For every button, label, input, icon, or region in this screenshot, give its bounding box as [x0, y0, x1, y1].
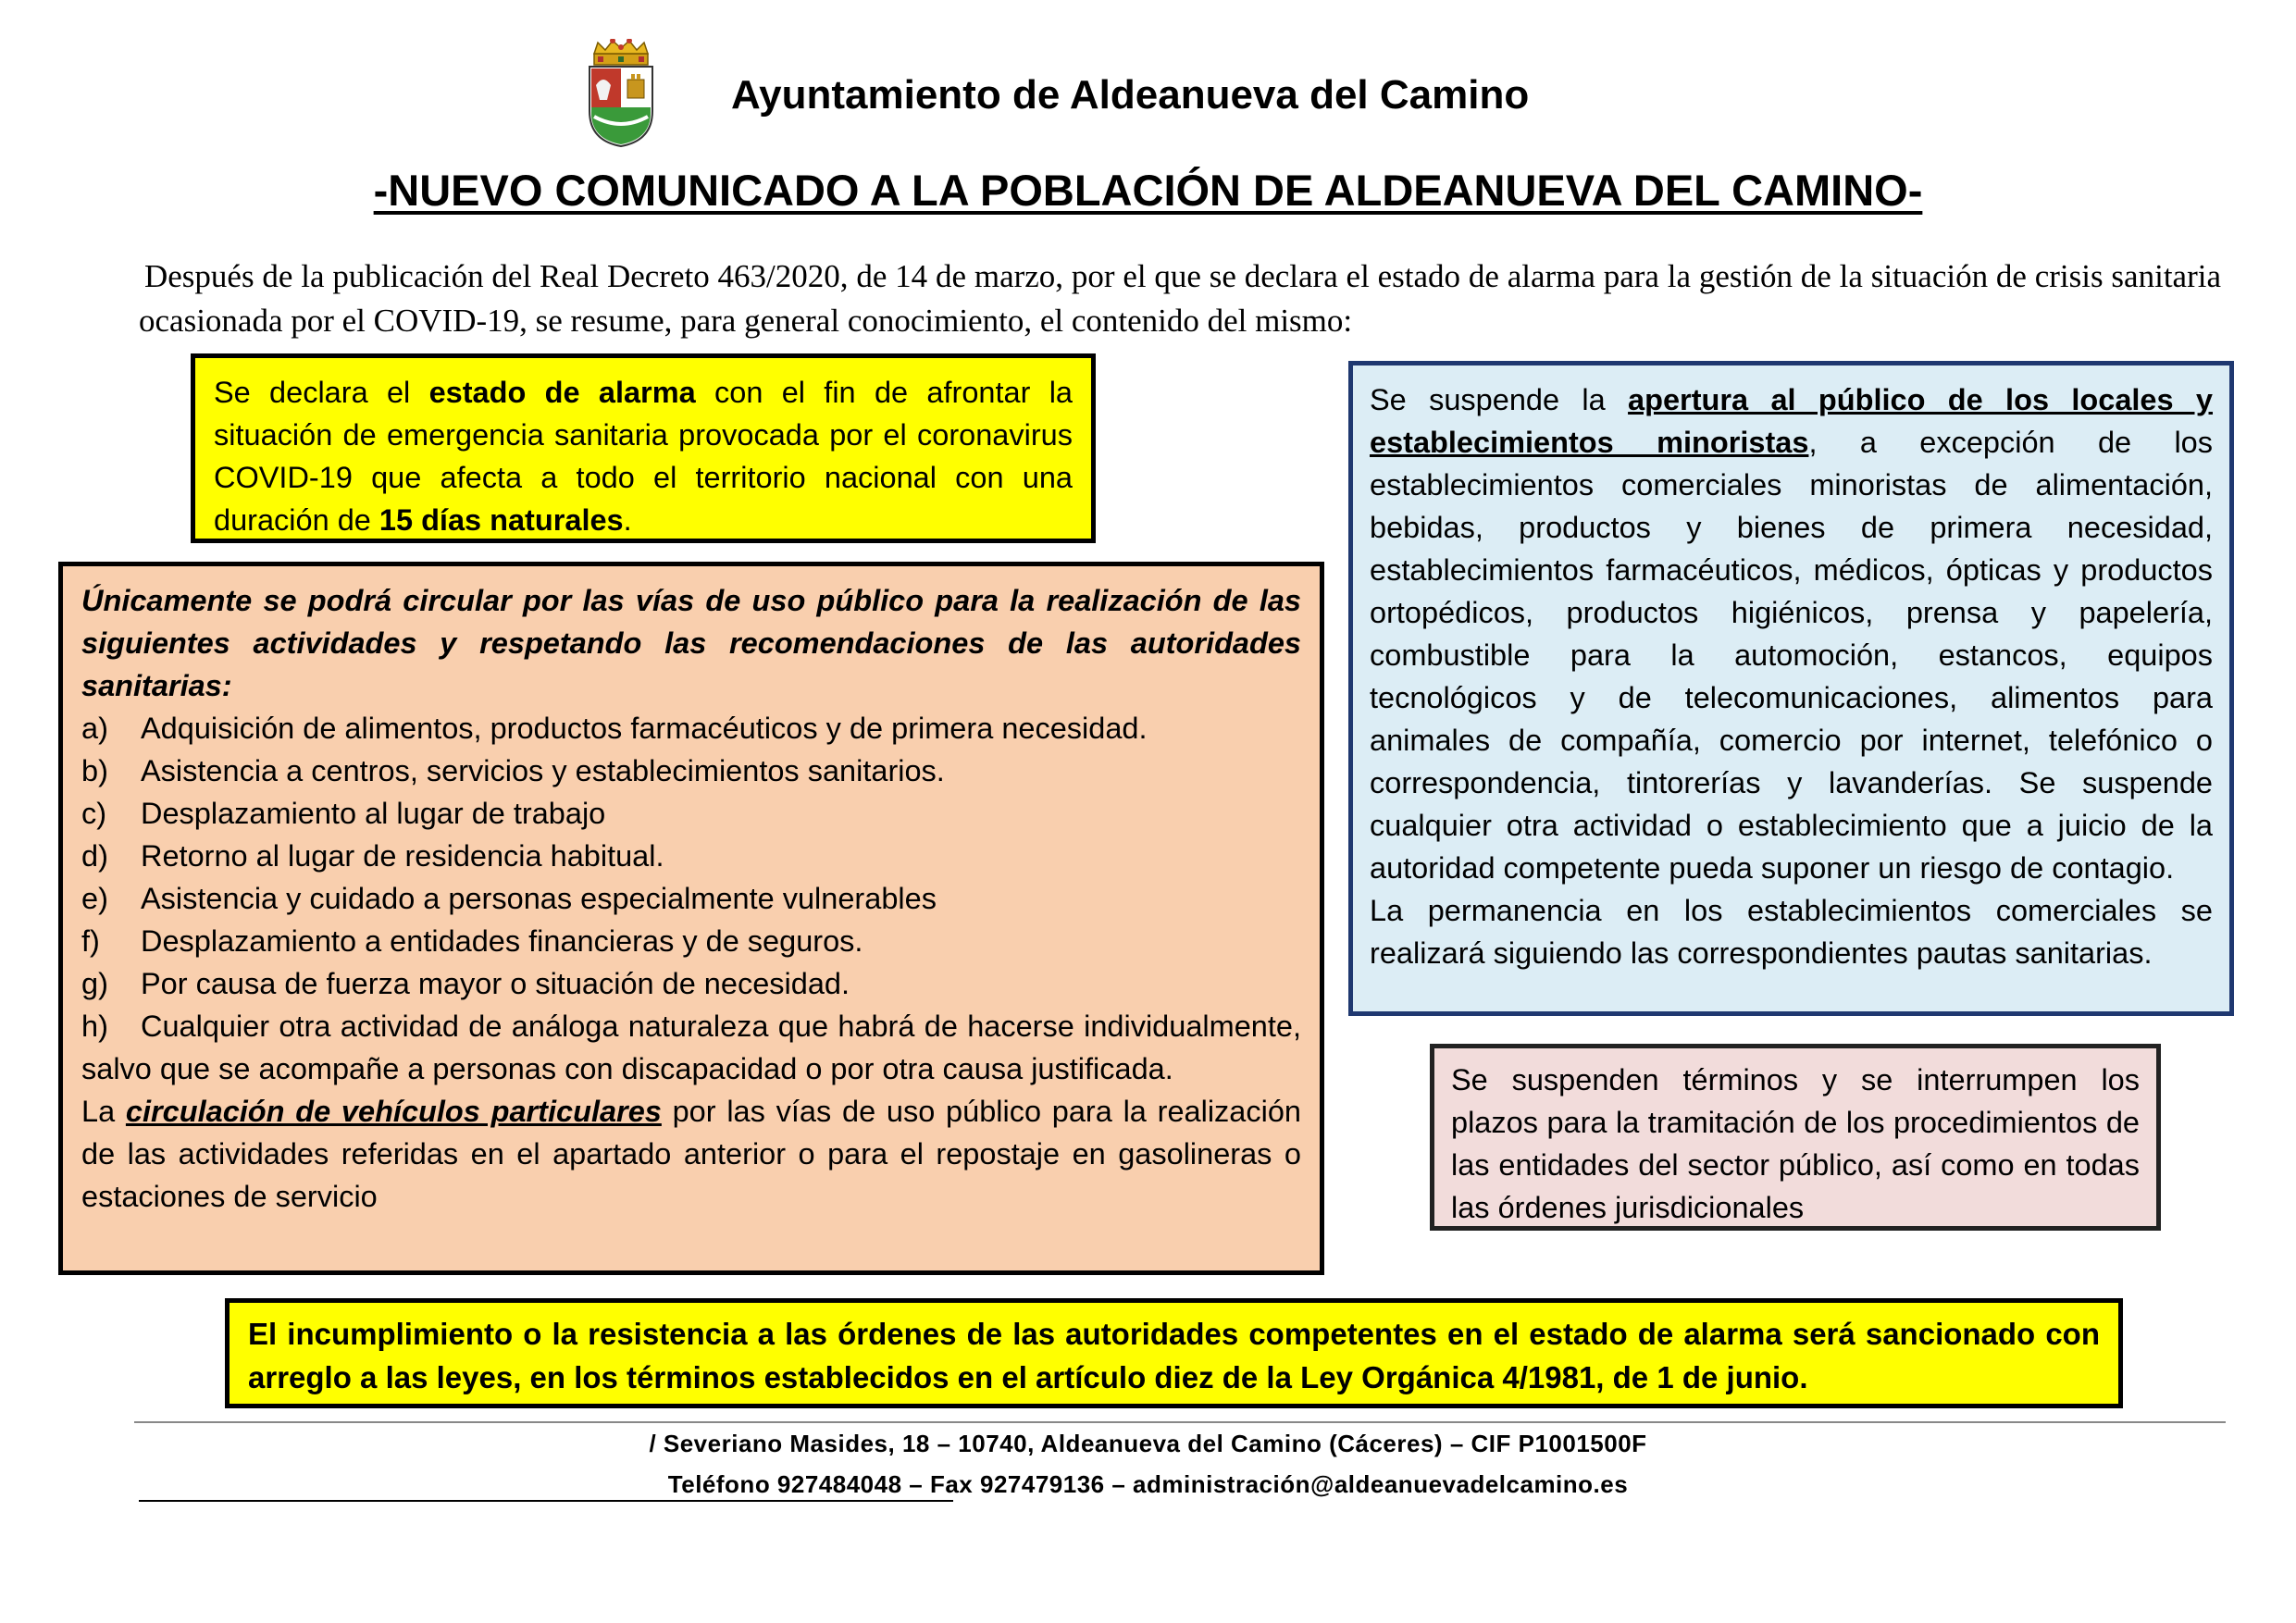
penalty-box: El incumplimiento o la resistencia a las órdenes de las autoridades competentes en el estado de alarma será sancionado con arreglo a las leyes, en los términos establecidos en el artículo diez de la Ley Orgánica 4/1981, de 1 de junio. [225, 1298, 2123, 1408]
alarm-text-3: . [623, 503, 632, 537]
list-item [81, 792, 1301, 835]
list-item [81, 1005, 1301, 1090]
footer-contact: Teléfono 927484048 – Fax 927479136 – administración@aldeanuevadelcamino.es [667, 1470, 1629, 1498]
list-item [81, 835, 1301, 877]
list-item-label: e) [81, 882, 108, 915]
list-item-label: a) [81, 712, 108, 745]
list-item-text: Adquisición de alimentos, productos farmacéuticos y de primera necesidad. [141, 712, 1148, 745]
circulation-box [58, 562, 1324, 1275]
list-item-label: g) [81, 967, 108, 1000]
commerce-suspension-box [1348, 361, 2234, 1016]
list-item-text: Asistencia a centros, servicios y establecimientos sanitarios. [141, 754, 945, 787]
page-title: -NUEVO COMUNICADO A LA POBLACIÓN DE ALDEANUEVA DEL CAMINO- [373, 166, 1923, 215]
list-item-label: d) [81, 839, 108, 873]
list-item-label: f) [81, 924, 100, 958]
alarm-declaration-box [191, 353, 1096, 543]
commerce-permanence: La permanencia en los establecimientos comerciales se realizará siguiendo las correspondientes pautas sanitarias. [1370, 894, 2213, 970]
list-item [81, 877, 1301, 920]
activity-list [81, 707, 1301, 1090]
alarm-duration: 15 días naturales [379, 503, 624, 537]
list-item-text: Retorno al lugar de residencia habitual. [141, 839, 664, 873]
list-item [81, 962, 1301, 1005]
list-item [81, 750, 1301, 792]
list-item [81, 707, 1301, 750]
town-name: Ayuntamiento de Aldeanueva del Camino [731, 72, 1530, 118]
vehicles-text: por las vías de uso público para la realización de las actividades referidas en el apartado anterior o para el repostaje en gasolineras o estaciones de servicio [81, 1095, 1301, 1213]
list-item [81, 920, 1301, 962]
footer-divider [134, 1421, 2226, 1423]
list-item-text: Asistencia y cuidado a personas especialmente vulnerables [141, 882, 937, 915]
list-item-label: h) [81, 1010, 108, 1043]
list-item-label: c) [81, 797, 107, 830]
commerce-text-2: , a excepción de los establecimientos comerciales minoristas de alimentación, bebidas, productos y bienes de primera necesidad, establecimientos farmacéuticos, médicos, ópticas y productos ortopédicos, productos higiénicos, prensa y papelería, combustible para la automoción, estancos, equipos tecnológicos y de telecomunicaciones, alimentos para animales de compañía, comercio por internet, telefónico o correspondencia, tintorerías y lavanderías. Se suspende cualquier otra actividad o establecimiento que a juicio de la autoridad competente pueda suponer un riesgo de contagio. [1370, 426, 2214, 885]
commerce-emphasis: apertura al público de los locales y establecimientos minoristas [1370, 383, 2213, 459]
alarm-text-2: con el fin de afrontar la situación de emergencia sanitaria provocada por el coronavirus COVID-19 que afecta a todo el territorio nacional con una duración de [214, 376, 1074, 537]
footer-address: / Severiano Masides, 18 – 10740, Aldeanueva del Camino (Cáceres) – CIF P1001500F [649, 1430, 1647, 1457]
list-item-text: Cualquier otra actividad de análoga naturaleza que habrá de hacerse individualmente, salvo que se acompañe a personas con discapacidad o por otra causa justificada. [81, 1010, 1301, 1085]
intro-paragraph: Después de la publicación del Real Decreto 463/2020, de 14 de marzo, por el que se declara el estado de alarma para la gestión de la situación de crisis sanitaria ocasionada por el COVID-19, se resume, para general conocimiento, el contenido del mismo: [139, 258, 2221, 339]
alarm-text-1: Se declara el [214, 376, 429, 409]
alarm-emphasis: estado de alarma [428, 376, 696, 409]
circulation-heading: Únicamente se podrá circular por las vías de uso público para la realización de las siguientes actividades y respetando las recomendaciones de las autoridades sanitarias: [81, 584, 1301, 702]
list-item-text: Desplazamiento a entidades financieras y de seguros. [141, 924, 863, 958]
terms-suspension-box: Se suspenden términos y se interrumpen los plazos para la tramitación de los procedimientos de las entidades del sector público, así como en todas las órdenes jurisdicionales [1430, 1044, 2161, 1231]
footer-underline [139, 1500, 953, 1502]
coat-of-arms-icon [585, 39, 657, 148]
vehicles-paragraph [81, 1090, 1301, 1218]
vehicles-emphasis: circulación de vehículos particulares [125, 1095, 662, 1128]
commerce-text-1: Se suspende la [1370, 383, 1629, 416]
list-item-text: Por causa de fuerza mayor o situación de necesidad. [141, 967, 850, 1000]
list-item-text: Desplazamiento al lugar de trabajo [141, 797, 606, 830]
commerce-paragraph [1370, 378, 2213, 889]
list-item-label: b) [81, 754, 108, 787]
vehicles-prefix: La [81, 1095, 126, 1128]
